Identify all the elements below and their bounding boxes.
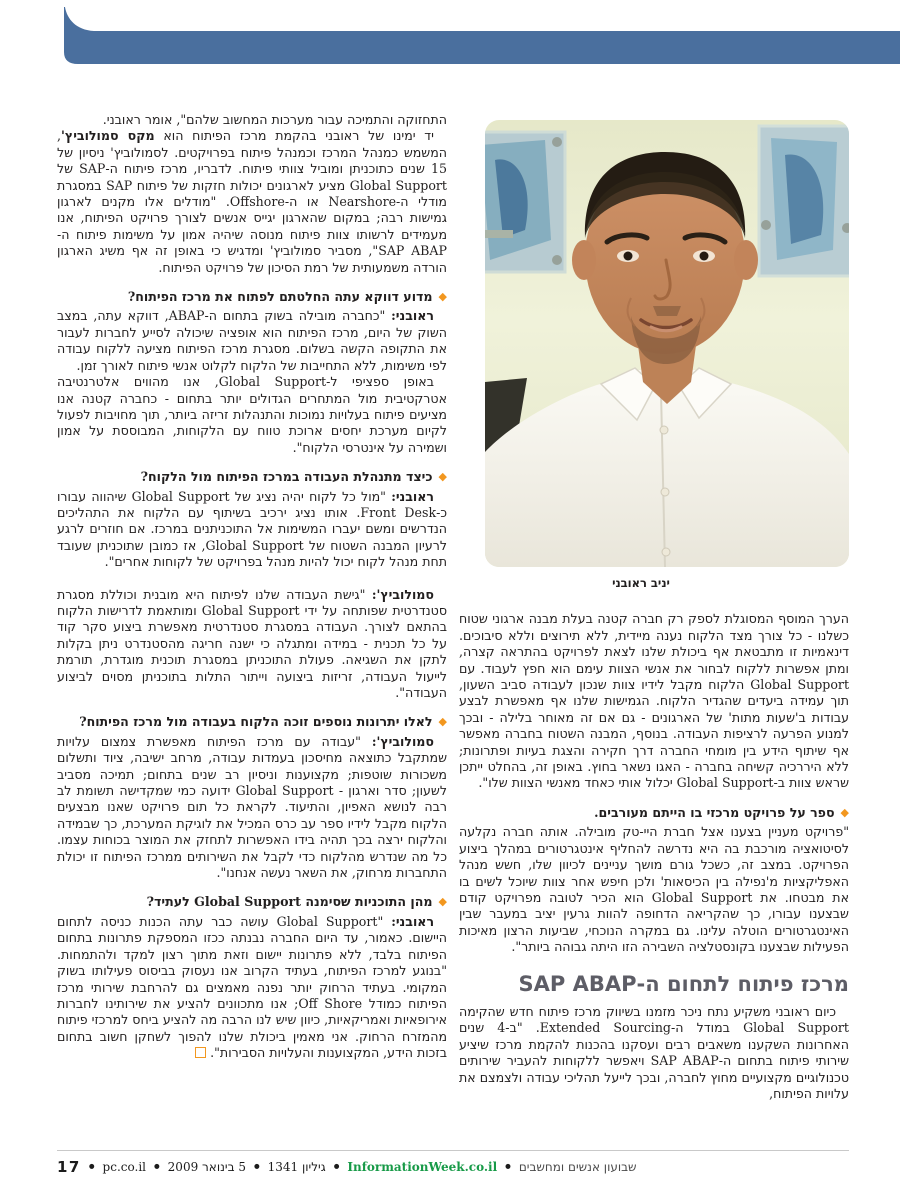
header-band [0,0,900,70]
portrait-photo-illustration [485,120,849,567]
separator-dot-icon: ● [253,1162,260,1170]
article-paragraph: הערך המוסף המסוגלת לספק רק חברה קטנה בעלת מבנה ארגוני שטוח כשלנו - כל צורך מצד הלקוח נענה מיידית, ללא תירוצים וללא סיבוכים. דינאמיות זו מתבטאת אף ביכולת שלנו לצאת לפרויקט בהתראה קצרה, ומתן אפשרות ללקוח לבחור את אנשי הצוות עימם הוא חפץ לעבוד. עם Global Support הלקוח מקבל לידיו צוות שנכון לעבודה סביב השעון, תוך עמידה ביעדים שהגדיר הלקוח. הגמישות שלנו אף מאפשרת לבצע עבודות ב'שעות מתות' של הארגונים - גם אם זה מאוחר בלילה - ובכך למנוע הפרעה לרציפות העבודה. בנוסף, המבנה השטוח בחברה מאפשר אף שיתוף הידע בין מומחי החברה דרך חקירה והצגת בעיות ופתרונות; ללא היררכיה קשיחה בחברה - האגו נשאר בחוץ. באופן זה, בהחלט ייתכן שראש צוות ב-Global Support יכלול אותי כאחד מאנשי הצוות שלו". [459,611,850,791]
answer-text: "עבודה עם מרכז הפיתוח מאפשרת צמצום עלויות שמתקבל כתוצאה מחיסכון בעמדות עבודה, מרחב ישיבה, ציוד ותשלום משכורות שוטפות; מקצוענות וניסיון רב שנים בתחום; תמיכה מסביב לשעון; סדר וארגון - Global Support ידועה כמי שמקדישה תשומת לב רבה לנושא האפיון, והתיעוד. לקראת כל תום פרויקט שאנו מבצעים הלקוח מקבל לידיו ספר עב כרס המכיל את לוגיקת המערכת, כך שבמידה והלקוח ירצה בכך תהיה בידו האפשרות לתחזק את המוצר בכוחות עצמו. כל מה שנדרש מהלקוח כדי לקבל את השירותים ממרכז הפיתוח זו יכולת התחברות מרחוק, את השאר נעשה אנחנו". [57,733,447,881]
diamond-bullet-icon: ◆ [438,290,447,304]
diamond-bullet-icon: ◆ [840,805,849,819]
article-paragraph: "פרויקט מעניין בצענו אצל חברת היי-טק מובילה. אותה חברה נקלעה לסיטואציה מורכבת בה היא נדרשה להחליף אינטגרטורים במהלך ביצוע הפרויקט. במצב זה, כשכל גורם מושך עניינים לכיוון שלו, חשש מנהל האפליקציות מ'נפילה בין הכיסאות' ולכן חיפש אחר צוות שיוכל לשים בו את מבטחו. את Global Support הוא הכיר לטובה מפרויקט קודם שבצענו עבורו, כך שהקריאה הדחופה להוות גרעין יציב במעבר שבין האינטגרטורים הוטלה עלינו. גם במקרה הנוכחי, שביעות הרצון מאיכות הפעילות שבצענו בקונסטלציה השבירה הזו היתה גבוהה ביותר". [459,824,849,955]
issue-date: 5 בינואר 2009 [167,1160,246,1174]
interview-question [57,289,447,306]
section-heading: מרכז פיתוח לתחום ה-SAP ABAP [518,971,849,996]
question-text: כיצד מתנהלת העבודה במרכז הפיתוח מול הלקוח? [140,469,433,485]
wall-frame-left [485,132,565,272]
separator-dot-icon: ● [505,1162,511,1170]
end-of-article-marker-icon [195,1047,206,1058]
separator-dot-icon: ● [333,1162,340,1170]
diamond-bullet-icon: ◆ [438,895,447,909]
speaker-name: סמולוביץ': [371,586,434,602]
interview-answer [57,914,447,1062]
interview-answer [57,587,447,702]
portrait-photo [485,120,849,567]
question-text: מדוע דווקא עתה החלטתם לפתוח את מרכז הפיתוח? [127,289,433,305]
speaker-name: ראובני: [391,308,434,324]
magazine-brand-link[interactable]: InformationWeek.co.il [347,1160,498,1174]
site-link[interactable]: pc.co.il [102,1160,146,1174]
paragraph-text: יד ימינו של ראובני בהקמת מרכז הפיתוח הוא [154,128,435,144]
publication-name: שבועון אנשים ומחשבים [518,1160,637,1174]
question-text: לאלו יתרונות נוספים זוכה הלקוח בעבודה מול מרכז הפיתוח? [79,714,433,730]
interview-question [57,714,447,731]
speaker-name: ראובני: [391,488,435,504]
separator-dot-icon: ● [88,1162,95,1170]
article-paragraph: באופן ספציפי ל-Global Support, אנו מהווים אלטרנטיבה אטרקטיבית מול המתחרים הגדולים יותר בתחום - כחברה קטנה אנו מציעים פיתוח בעלויות נמוכות והתנהלות זריזה ביותר, תוך מחויבות לפעול לקיום מערכת יחסים ארוכת טווח עם הלקוחות, המבוססת על אמון ושמירה על אינטרסי הלקוח". [57,374,447,455]
speaker-name: סמולוביץ': [371,733,434,749]
interview-question [57,469,447,486]
question-text: מהן התוכניות שסימנה Global Support לעתיד? [146,894,433,910]
header-band-swoosh [0,0,900,70]
interview-answer [57,734,447,882]
article-left-column [57,112,447,1062]
answer-text: "כחברה מובילה בשוק בתחום ה-ABAP, דווקא עתה, במצב השוק של היום, מרכז הפיתוח הוא אופציה שיכולה לסייע לחברות לעבור את התקופה הקשה בשלום. מסגרת מרכז הפיתוח מציעה ללקוח עבודה לפי משימות, ללא התחייבות של הלקוח לקלוט אנשי פיתוח לאורך זמן. [57,308,447,373]
wall-frame-right [759,126,849,276]
person-name-bold: מקס סמולוביץ' [61,128,155,144]
interview-question [459,805,849,822]
photo-caption: יניב ראובני [612,576,670,590]
article-paragraph [57,128,447,276]
interview-question [57,894,447,911]
answer-text: "מול כל לקוח יהיה נציג של Global Support שיהווה עבורו כ-Front Desk. אותו נציג ירכיב בשיתוף עם הלקוח את התהליכים הנדרשים ומשם יעברו המשימות אל התוכניתנים במרכז. אם חוזרים לרגע לרעיון המבנה השטוח של Global Support, אז כמובן שתוכניתן שעובד תחת מנהל לקוח יכול להיות מנהל בפרויקט של לקוחות אחרים". [57,488,448,570]
interview-answer [57,308,447,374]
page-footer [57,1150,849,1176]
question-text: ספר על פרויקט מרכזי בו הייתם מעורבים. [594,804,835,820]
diamond-bullet-icon: ◆ [438,715,447,729]
article-right-column [459,120,849,1102]
separator-dot-icon: ● [154,1162,160,1170]
answer-text: "גישת העבודה שלנו לפיתוח היא מובנית וכוללת מסגרת סטנדרטית שפותחה על ידי Global Support ומותאמת לדרישות הלקוח בהתאם לצורך. העבודה במסגרת סטנדרטית מאפשרת ביצוע סקר קוד על כל תכנית - במידה ומתגלה כי ישנה חריגה מהסטנדרט ניתן בקלות לתקן את השגיאה. פעולת התוכניתן במסגרת תוכנית מוגדרת, תורמת לייעול העבודה, זריזות ביצועה וייתור התלות בתוכניתן מסוים לביצוע העבודה". [57,586,448,700]
article-paragraph: כיום ראובני משקיע נתח ניכר מזמנו בשיווק מרכז פיתוח חדש שהקימה Global Support במודל ה-Extended Sourcing. "ב-4 שנים האחרונות השקענו משאבים רבים ועסקנו בהכנות להקמת מרכז שיציע שירותי פיתוח בתחום ה-SAP ABAP ויאפשר ללקוחות להעביר שירותים טכנולוגיים מקצועיים מחוץ לחברה, ובכך לייעל תהליכי עבודה ולצמצם את עלויות הפיתוח, [459,1003,849,1101]
page-number: 17 [57,1158,81,1176]
answer-text: "Global Support עושה כבר עתה הכנות כניסה לתחום היישום. כאמור, עד היום החברה נבנתה ככזו המספקת פתרונות בתחום הפיתוח בלבד, ללא פתרונות יישום וזאת מתוך רצון למקד ולהתמחות. "בנוגע למרכז הפיתוח, בעתיד הקרוב אנו נעסוק בביסוס פעילותו בשוק המקומי. בעתיד הרחוק יותר נפנה מאמצים גם להרחבת שירותי מרכז הפיתוח כמודל Off Shore; אנו מתכוונים להציע את שירותינו לחברות אירופאיות ואמריקאיות, כיוון שיש לנו הרבה מה להציע ביחס למרכזי פיתוח מהמזרח הרחוק. אני מאמין ביכולת שלנו להפוך לשחקן חשוב בתחום בזכות הידע, המקצוענות והעלויות הסבירות". [57,913,447,1061]
diamond-bullet-icon: ◆ [438,470,447,484]
speaker-name: ראובני: [391,913,435,929]
paragraph-text: , המשמש כמנהל המרכז וכמנהל פיתוח בפרויקטים. לסמולוביץ' ניסיון של 15 שנים כתוכניתן ומוביל צוותי פיתוח. לדבריו, מרכז פיתוח ה-SAP של Global Support מציע לארגונים יכולות חזקות של פיתוח SAP במסגרת מודלי ה-Nearshore או ה-Offshore. "מודלים אלו מקנים לארגון גמישות רבה; במקום שהארגון יגייס אנשים לצורך פרויקט הפיתוח, אנו מעמידים לרשותו צוות פיתוח מנוסה שיהיה אמון על משימות פיתוח ה-SAP ABAP", מסביר סמולוביץ' ומדגיש כי באופן זה אף משיג הארגון הורדה משמעותית של רמת הסיכון של פרויקט הפיתוח. [57,128,448,275]
interview-answer [57,489,447,571]
issue-number: גיליון 1341 [267,1160,326,1174]
article-paragraph: התחזוקה והתמיכה עבור מערכות המחשוב שלהם", אומר ראובני. [102,112,447,127]
